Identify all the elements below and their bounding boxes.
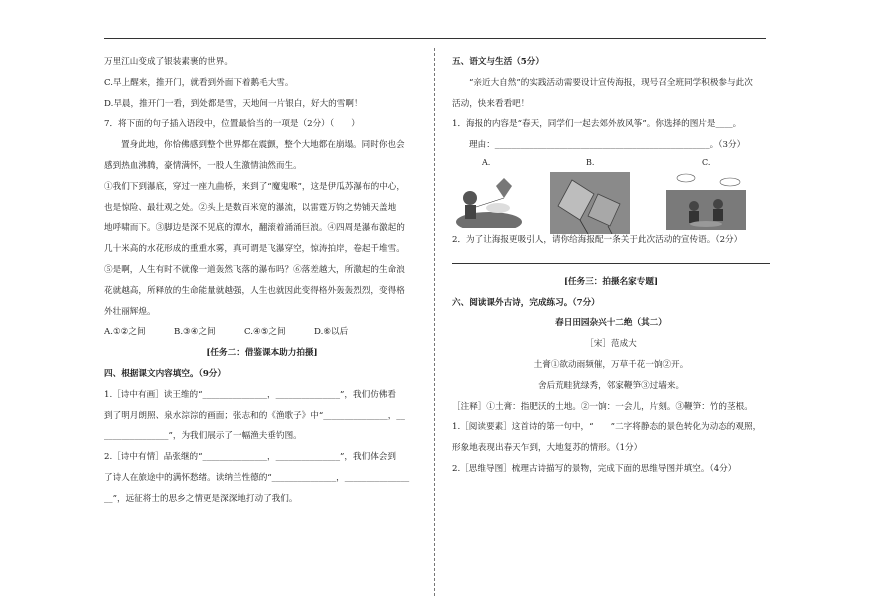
poem-line-2: 舍后荒畦犹绿秀，邻家鞭笋③过墙来。 xyxy=(537,380,685,391)
passage-line: 外壮丽辉煌。 xyxy=(104,306,156,317)
option-c[interactable]: C.④⑤之间 xyxy=(244,327,286,338)
option-d-text: D.早晨，推开门一看，到处都是雪，天地间一片银白，好大的雪啊！ xyxy=(104,98,363,109)
reason-line: 理由：__________________________________________________。（3分） xyxy=(469,140,746,151)
passage-line: ①我们下到瀑底，穿过一座九曲桥，来到了“魔鬼喉”，这是伊瓜苏瀑布的中心， xyxy=(104,181,405,192)
reading-question-1: 1.［阅读要素］这首诗的第一句中，“ ”二字将静态的景色转化为动态的观照， xyxy=(452,422,762,433)
option-a[interactable]: A.①②之间 xyxy=(104,327,146,338)
picture-b-kites[interactable] xyxy=(550,172,630,234)
insert-sentence-cont: 感到热血沸腾，豪情满怀，一股人生激情油然而生。 xyxy=(104,160,302,171)
activity-intro: “亲近大自然”的实践活动需要设计宣传海报，现号召全班同学积极参与此次 xyxy=(469,77,753,88)
passage-line: 也是惊险、最壮观之处。②头上是数百米宽的瀑流，以雷霆万钧之势铺天盖地 xyxy=(104,202,397,213)
passage-line: ⑤是啊，人生有时不就像一道轰然飞落的瀑布吗？⑥落差越大，所激起的生命浪 xyxy=(104,264,405,275)
poem-line-1: 土膏①欲动雨频催，万草千花一饷②开。 xyxy=(533,359,689,370)
fill-question-1-cont: _______________”，为我们展示了一幅渔夫垂钓图。 xyxy=(104,431,302,442)
right-column xyxy=(452,52,770,480)
section-four-heading: 四、根据课文内容填空。（9分） xyxy=(104,368,226,379)
poster-question-1: 1．海报的内容是“春天，同学们一起去郊外放风筝”。你选择的图片是____。 xyxy=(452,119,742,130)
picture-c-children[interactable] xyxy=(666,172,746,230)
task-two-heading: [任务二：借鉴课本助力拍摄] xyxy=(206,348,318,359)
option-d[interactable]: D.⑥以后 xyxy=(314,327,349,338)
task-three-heading: [任务三：拍摄名家专题] xyxy=(563,276,659,287)
answer-line[interactable] xyxy=(452,251,770,264)
reading-question-1-cont: 形象地表现出春天乍到，大地复苏的情形。（1分） xyxy=(452,443,643,454)
passage-line: 几十米高的水花形成的重重水雾，真可谓是飞瀑穿空，惊涛拍岸，卷起千堆雪。 xyxy=(104,244,405,255)
poem-author: ［宋］范成大 xyxy=(585,339,637,350)
section-six-heading: 六、阅读课外古诗，完成练习。（7分） xyxy=(452,297,600,308)
column-divider xyxy=(434,48,435,596)
option-b[interactable]: B.③④之间 xyxy=(174,327,216,338)
section-five-heading: 五、语文与生活（5分） xyxy=(452,57,544,67)
reading-question-2: 2.［思维导图］梳理古诗描写的景物，完成下面的思维导图并填空。（4分） xyxy=(452,463,737,474)
question-7: 7．将下面的句子插入语段中，位置最恰当的一项是（2分）（ ） xyxy=(104,119,360,130)
picture-options xyxy=(452,158,770,230)
fill-question-2-cont: 了诗人在旅途中的满怀愁绪。读纳兰性德的“_______________，_______________ xyxy=(104,472,410,483)
insert-sentence: 置身此地，你恰佛感到整个世界都在震颤，整个大地都在崩塌。同时你也会 xyxy=(121,140,405,151)
activity-intro-cont: 活动，快来看看吧！ xyxy=(452,98,530,109)
passage-line: 花就越高，所释放的生命能量就越强，人生也就因此变得格外轰轰烈烈，变得格 xyxy=(104,285,405,296)
header-rule xyxy=(104,38,766,39)
picture-b-label: B. xyxy=(586,157,595,167)
text-line: 万里江山变成了银装素裹的世界。 xyxy=(104,57,233,67)
picture-c-label: C. xyxy=(702,157,711,167)
option-c-text: C.早上醒来，推开门，就看到外面下着鹅毛大雪。 xyxy=(104,77,294,88)
passage-line: 地呼啸而下。③脚边是深不见底的潭水，翻滚着涌涌巨浪。④四周是瀑布激起的 xyxy=(104,223,405,234)
fill-question-1: 1.［诗中有画］读王维的“_______________，_______________”，我们仿佛看 xyxy=(104,389,396,400)
fill-question-1-cont: 到了明月朗照、泉水淙淙的画面；张志和的《渔歌子》中“_______________，__ xyxy=(104,410,405,421)
poem-title: 春日田园杂兴十二绝（其二） xyxy=(555,318,667,329)
picture-a-label: A. xyxy=(482,157,491,167)
left-column xyxy=(104,52,420,510)
answer-options xyxy=(104,322,420,343)
poster-question-2: 2．为了让海报更吸引人，请你给海报配一条关于此次活动的宣传语。（2分） xyxy=(452,234,743,245)
fill-question-2: 2.［诗中有情］品张继的“_______________，_______________”，我们体会到 xyxy=(104,452,396,463)
fill-question-2-cont: __”，远征将士的思乡之情更是深深地打动了我们。 xyxy=(104,493,298,504)
picture-a-kite-boy[interactable] xyxy=(456,172,522,228)
poem-notes: ［注释］①土膏：指肥沃的土地。②一饷：一会儿，片刻。③鞭笋：竹的茎根。 xyxy=(452,401,753,412)
